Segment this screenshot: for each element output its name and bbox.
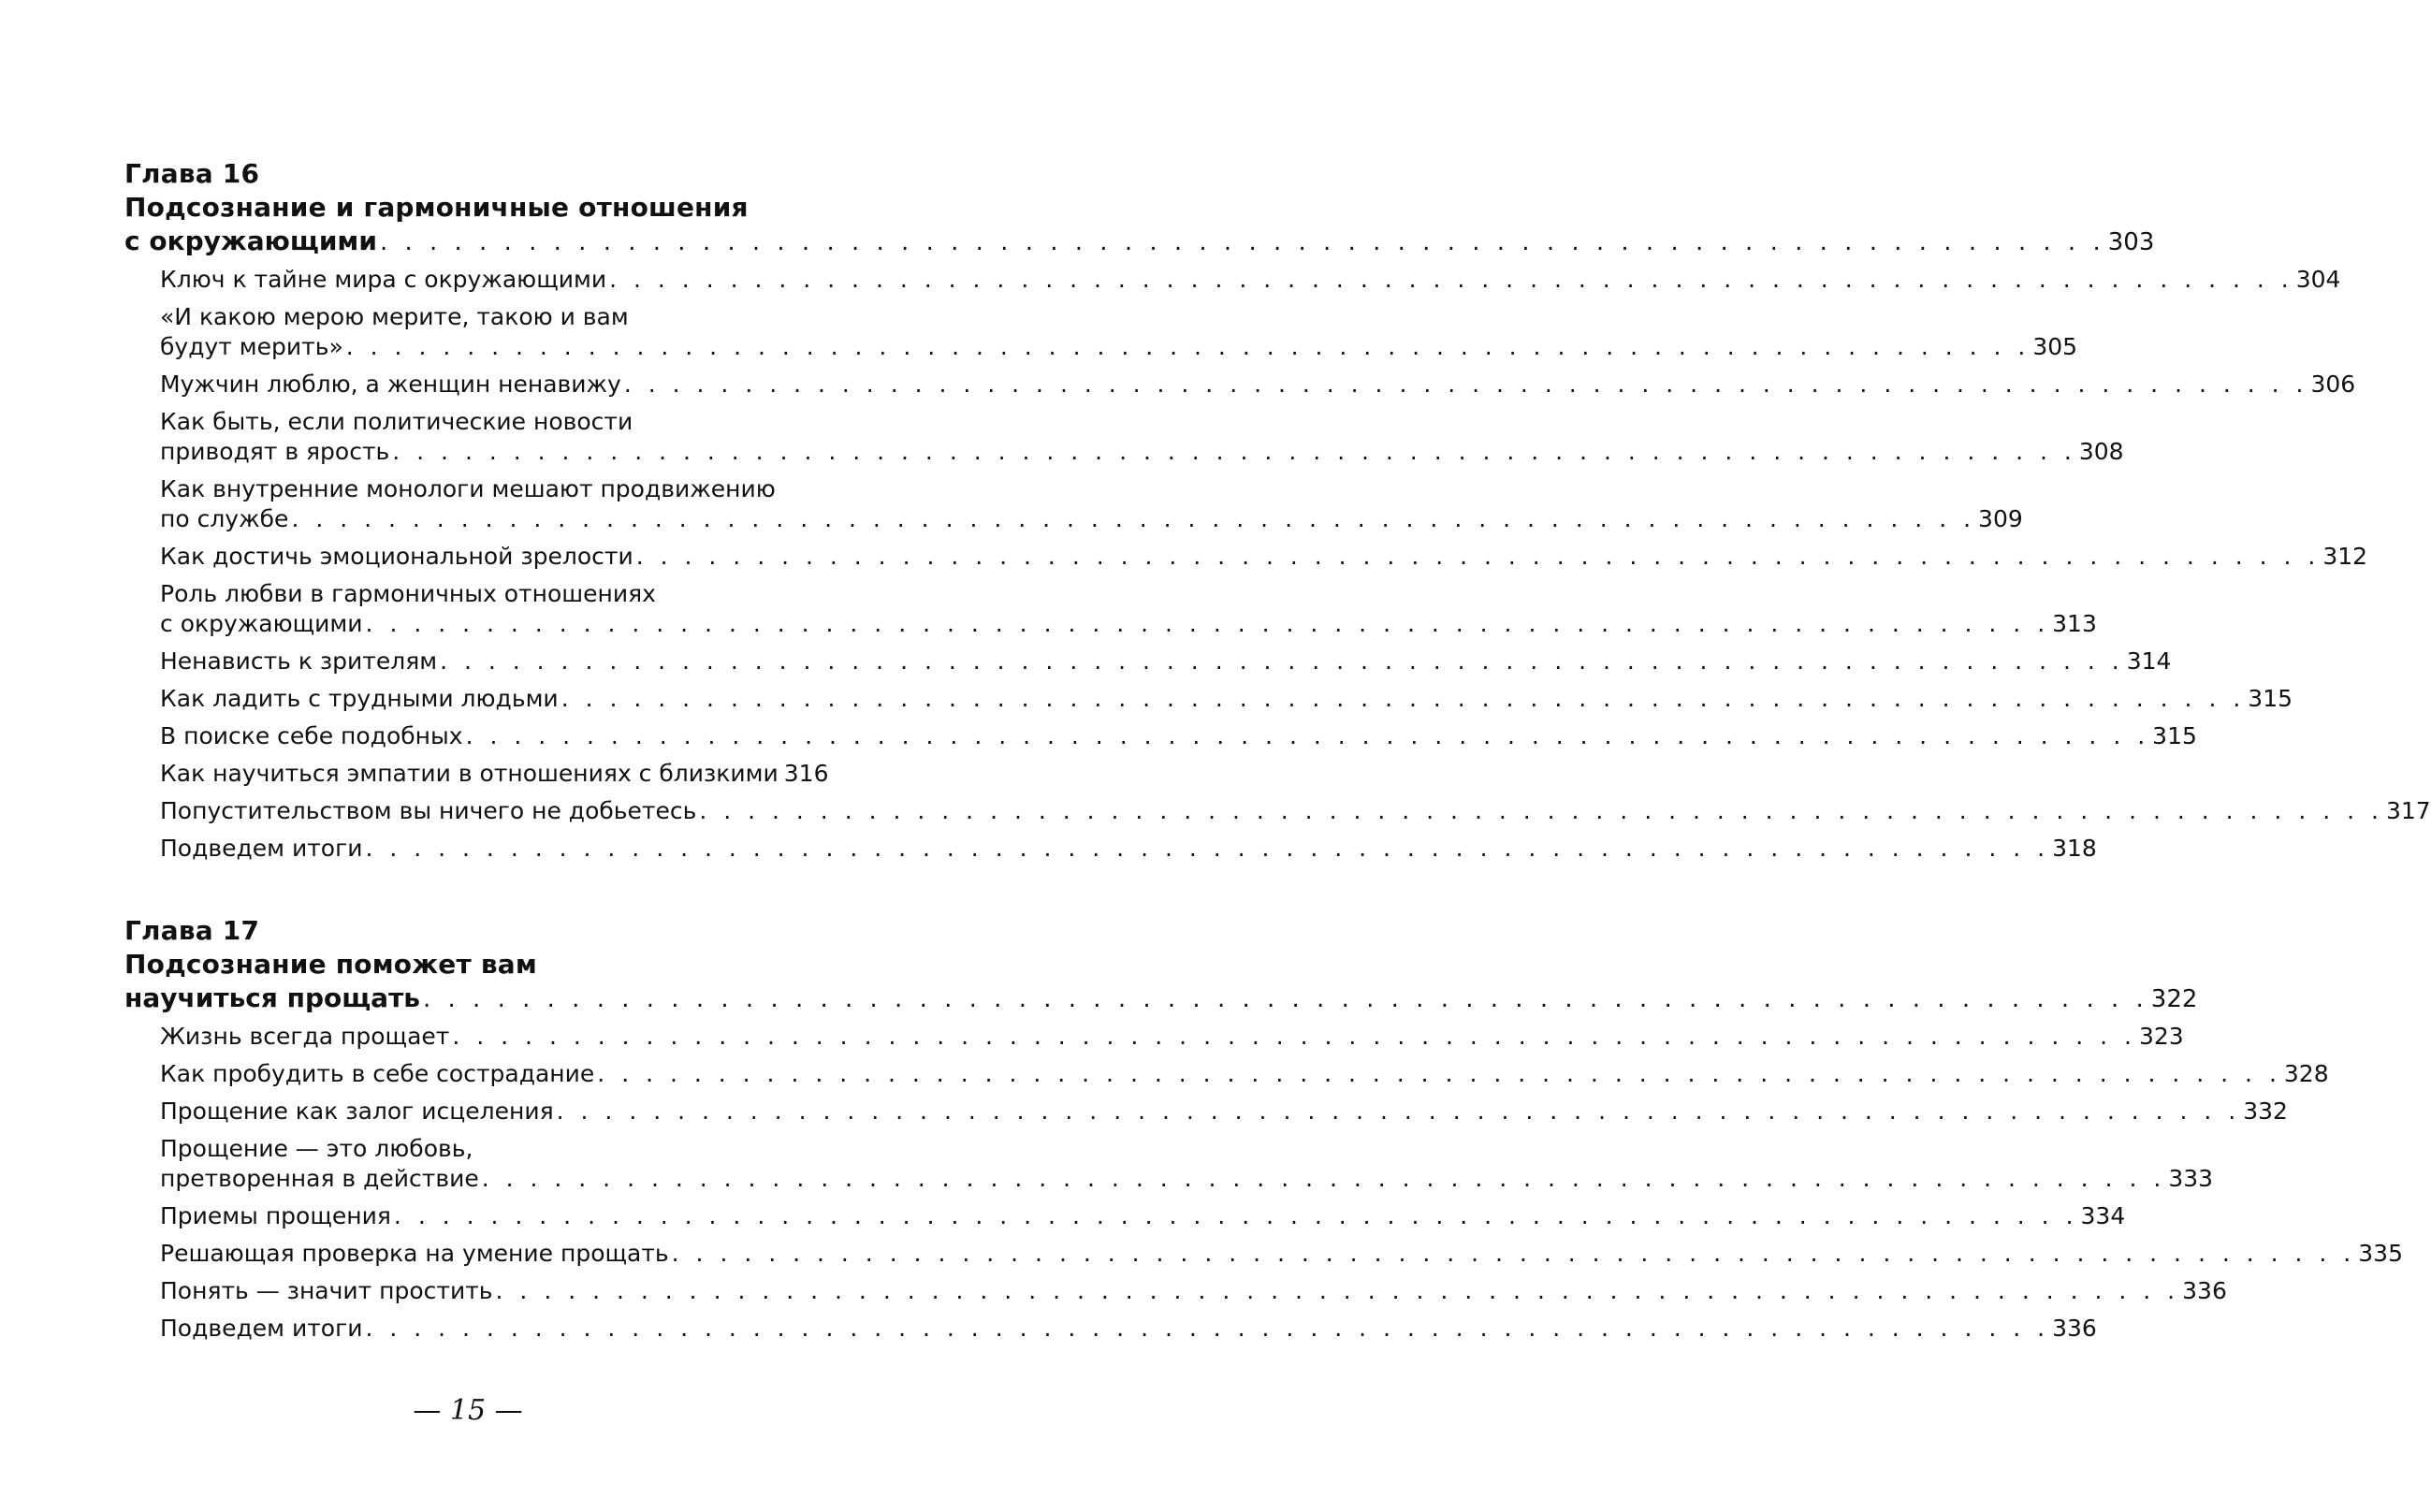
entry-row bbox=[160, 1059, 2329, 1089]
dot-leader: . . . . . . . . . . . . . . . . . . . . . . . . . . . . . . . . . . . . . . . . . . . . . . . . . . . . . . . . . . . . . . . . . . . . . . bbox=[635, 543, 2321, 570]
toc-entry bbox=[160, 579, 2097, 639]
table-of-contents bbox=[124, 157, 2431, 1394]
toc-entry bbox=[160, 302, 2078, 362]
entry-title-line: Как внутренние монологи мешают продвижению bbox=[160, 475, 776, 502]
toc-entry bbox=[160, 647, 2172, 676]
dot-leader: . . . . . . . . . . . . . . . . . . . . . . . . . . . . . . . . . . . . . . . . . . . . . . . . . . . . . . . . . . . . . . . . . . . . . . bbox=[560, 685, 2246, 712]
entry-list bbox=[160, 265, 2431, 864]
chapter-title-row bbox=[124, 981, 2198, 1016]
entry-page-number: 314 bbox=[2126, 647, 2172, 675]
chapter-title: Подсознание и гармоничные отношения bbox=[124, 192, 749, 223]
entry-title: Жизнь всегда прощает bbox=[160, 1023, 450, 1050]
toc-entry bbox=[160, 796, 2431, 826]
entry-row bbox=[160, 1097, 2288, 1127]
entry-title: Понять — значит простить bbox=[160, 1277, 493, 1304]
entry-row bbox=[160, 796, 2431, 826]
entry-page-number: 336 bbox=[2052, 1315, 2097, 1342]
entry-title: Как пробудить в себе сострадание bbox=[160, 1060, 595, 1087]
entry-row bbox=[160, 1022, 2184, 1052]
entry-title: по службе bbox=[160, 505, 289, 532]
toc-entry bbox=[160, 1276, 2227, 1306]
entry-list bbox=[160, 1022, 2403, 1344]
toc-entry bbox=[160, 834, 2097, 864]
dot-leader: . . . . . . . . . . . . . . . . . . . . . . . . . . . . . . . . . . . . . . . . . . . . . . . . . . . . . . . . . . . . . . . . . . . . . . bbox=[392, 438, 2076, 465]
toc-entry bbox=[160, 1134, 2214, 1194]
entry-row bbox=[160, 504, 2023, 534]
dot-leader: . . . . . . . . . . . . . . . . . . . . . . . . . . . . . . . . . . . . . . . . . . . . . . . . . . . . . . . . . . . . . . . . . . . . . . bbox=[609, 266, 2293, 293]
entry-row bbox=[160, 542, 2368, 572]
entry-page-number: 315 bbox=[2152, 722, 2197, 749]
toc-entry bbox=[160, 759, 829, 789]
dot-leader: . . . . . . . . . . . . . . . . . . . . . . . . . . . . . . . . . . . . . . . . . . . . . . . . . . . . . . . . . . . . . . . . . . . . . . bbox=[440, 647, 2124, 675]
entry-title-line: Как быть, если политические новости bbox=[160, 408, 633, 435]
dot-leader: . . . . . . . . . . . . . . . . . . . . . . . . . . . . . . . . . . . . . . . . . . . . . . . . . . . . . . . . . . . . . . . . . . . . . . bbox=[423, 985, 2148, 1013]
entry-row bbox=[160, 647, 2172, 676]
entry-title: Приемы прощения bbox=[160, 1202, 391, 1229]
entry-page-number: 312 bbox=[2322, 543, 2368, 570]
toc-entry bbox=[160, 721, 2197, 751]
page-number: — 15 — bbox=[413, 1394, 523, 1427]
entry-row bbox=[160, 332, 2078, 362]
entry-title: Ключ к тайне мира с окружающими bbox=[160, 266, 607, 293]
entry-page-number: 305 bbox=[2032, 333, 2078, 360]
entry-page-number: 306 bbox=[2310, 371, 2356, 398]
toc-entry bbox=[160, 1097, 2288, 1127]
chapter-heading bbox=[124, 914, 2198, 1016]
entry-page-number: 303 bbox=[2107, 228, 2155, 256]
entry-title: Мужчин люблю, а женщин ненавижу bbox=[160, 371, 621, 398]
entry-title: Решающая проверка на умение прощать bbox=[160, 1240, 669, 1267]
dot-leader: . . . . . . . . . . . . . . . . . . . . . . . . . . . . . . . . . . . . . . . . . . . . . . . . . . . . . . . . . . . . . . . . . . . . . . bbox=[365, 835, 2050, 862]
toc-entry bbox=[160, 1314, 2097, 1344]
chapter-heading bbox=[124, 157, 2155, 259]
entry-title: приводят в ярость bbox=[160, 438, 390, 465]
toc-entry bbox=[160, 542, 2368, 572]
entry-row bbox=[160, 370, 2356, 400]
entry-title: Ненависть к зрителям bbox=[160, 647, 438, 675]
entry-page-number: 313 bbox=[2052, 610, 2097, 637]
toc-entry bbox=[160, 1201, 2126, 1231]
dot-leader: . . . . . . . . . . . . . . . . . . . . . . . . . . . . . . . . . . . . . . . . . . . . . . . . . . . . . . . . . . . . . . . . . . . . . . bbox=[671, 1240, 2356, 1267]
entry-page-number: 333 bbox=[2168, 1165, 2214, 1192]
entry-page-number: 317 bbox=[2385, 797, 2431, 824]
dot-leader: . . . . . . . . . . . . . . . . . . . . . . . . . . . . . . . . . . . . . . . . . . . . . . . . . . . . . . . . . . . . . . . . . . . . . . bbox=[699, 797, 2383, 824]
entry-title: будут мерить» bbox=[160, 333, 343, 360]
entry-row bbox=[160, 265, 2341, 295]
entry-row bbox=[160, 834, 2097, 864]
entry-title: с окружающими bbox=[124, 225, 377, 256]
entry-row bbox=[160, 1239, 2403, 1269]
entry-page-number: 318 bbox=[2052, 835, 2097, 862]
dot-leader: . . . . . . . . . . . . . . . . . . . . . . . . . . . . . . . . . . . . . . . . . . . . . . . . . . . . . . . . . . . . . . . . . . . . . . bbox=[495, 1277, 2180, 1304]
entry-row bbox=[160, 437, 2124, 467]
chapter-section bbox=[124, 157, 2431, 864]
entry-page-number: 315 bbox=[2248, 685, 2293, 712]
entry-title: Как ладить с трудными людьми bbox=[160, 685, 559, 712]
dot-leader: . . . . . . . . . . . . . . . . . . . . . . . . . . . . . . . . . . . . . . . . . . . . . . . . . . . . . . . . . . . . . . . . . . . . . . bbox=[365, 610, 2050, 637]
entry-page-number: 336 bbox=[2182, 1277, 2227, 1304]
toc-entry bbox=[160, 474, 2023, 534]
entry-row bbox=[160, 1201, 2126, 1231]
dot-leader: . . . . . . . . . . . . . . . . . . . . . . . . . . . . . . . . . . . . . . . . . . . . . . . . . . . . . . . . . . . . . . . . . . . . . . bbox=[291, 505, 1976, 532]
dot-leader: . . . . . . . . . . . . . . . . . . . . . . . . . . . . . . . . . . . . . . . . . . . . . . . . . . . . . . . . . . . . . . . . . . . . . . bbox=[465, 722, 2150, 749]
dot-leader: . . . . . . . . . . . . . . . . . . . . . . . . . . . . . . . . . . . . . . . . . . . . . . . . . . . . . . . . . . . . . . . . . . . . . . bbox=[345, 333, 2031, 360]
entry-title: Попустительством вы ничего не добьетесь bbox=[160, 797, 697, 824]
entry-page-number: 335 bbox=[2358, 1240, 2403, 1267]
entry-row bbox=[160, 684, 2293, 714]
entry-page-number: 309 bbox=[1978, 505, 2023, 532]
entry-row bbox=[160, 1276, 2227, 1306]
toc-entry bbox=[160, 370, 2356, 400]
entry-title-line: Прощение — это любовь, bbox=[160, 1135, 473, 1162]
entry-title: Подведем итоги bbox=[160, 835, 363, 862]
toc-entry bbox=[160, 265, 2341, 295]
chapter-number: Глава 17 bbox=[124, 915, 260, 946]
entry-title: Как достичь эмоциональной зрелости bbox=[160, 543, 633, 570]
chapter-title-row bbox=[124, 225, 2155, 259]
dot-leader: . . . . . . . . . . . . . . . . . . . . . . . . . . . . . . . . . . . . . . . . . . . . . . . . . . . . . . . . . . . . . . . . . . . . . . bbox=[365, 1315, 2050, 1342]
dot-leader: . . . . . . . . . . . . . . . . . . . . . . . . . . . . . . . . . . . . . . . . . . . . . . . . . . . . . . . . . . . . . . . . . . . . . . bbox=[623, 371, 2308, 398]
entry-row bbox=[160, 609, 2097, 639]
entry-title: претворенная в действие bbox=[160, 1165, 479, 1192]
entry-page-number: 334 bbox=[2080, 1202, 2126, 1229]
entry-title-line: «И какою мерою мерите, такою и вам bbox=[160, 303, 629, 330]
dot-leader: . . . . . . . . . . . . . . . . . . . . . . . . . . . . . . . . . . . . . . . . . . . . . . . . . . . . . . . . . . . . . . . . . . . . . . bbox=[452, 1023, 2136, 1050]
toc-entry bbox=[160, 1059, 2329, 1089]
entry-row bbox=[160, 721, 2197, 751]
dot-leader: . . . . . . . . . . . . . . . . . . . . . . . . . . . . . . . . . . . . . . . . . . . . . . . . . . . . . . . . . . . . . . . . . . . . . . bbox=[379, 228, 2105, 256]
toc-entry bbox=[160, 1239, 2403, 1269]
entry-page-number: 323 bbox=[2138, 1023, 2184, 1050]
dot-leader: . . . . . . . . . . . . . . . . . . . . . . . . . . . . . . . . . . . . . . . . . . . . . . . . . . . . . . . . . . . . . . . . . . . . . . bbox=[481, 1165, 2166, 1192]
entry-title: Прощение как залог исцеления bbox=[160, 1098, 554, 1125]
entry-page-number: 308 bbox=[2078, 438, 2124, 465]
entry-title: Подведем итоги bbox=[160, 1315, 363, 1342]
entry-title: В поиске себе подобных bbox=[160, 722, 463, 749]
entry-title: с окружающими bbox=[160, 610, 363, 637]
chapter-number: Глава 16 bbox=[124, 158, 260, 189]
entry-page-number: 332 bbox=[2243, 1098, 2288, 1125]
entry-page-number: 322 bbox=[2150, 985, 2198, 1013]
dot-leader: . . . . . . . . . . . . . . . . . . . . . . . . . . . . . . . . . . . . . . . . . . . . . . . . . . . . . . . . . . . . . . . . . . . . . . bbox=[556, 1098, 2241, 1125]
entry-page-number: 316 bbox=[783, 760, 829, 787]
dot-leader: . . . . . . . . . . . . . . . . . . . . . . . . . . . . . . . . . . . . . . . . . . . . . . . . . . . . . . . . . . . . . . . . . . . . . . bbox=[393, 1202, 2078, 1229]
toc-entry bbox=[160, 407, 2124, 467]
entry-title-line: Роль любви в гармоничных отношениях bbox=[160, 580, 656, 607]
chapter-section bbox=[124, 914, 2403, 1344]
entry-title: Как научиться эмпатии в отношениях с близкими bbox=[160, 760, 779, 787]
dot-leader: . . . . . . . . . . . . . . . . . . . . . . . . . . . . . . . . . . . . . . . . . . . . . . . . . . . . . . . . . . . . . . . . . . . . . . bbox=[597, 1060, 2281, 1087]
entry-row bbox=[160, 759, 829, 789]
toc-entry bbox=[160, 1022, 2184, 1052]
entry-page-number: 328 bbox=[2283, 1060, 2329, 1087]
entry-row bbox=[160, 1314, 2097, 1344]
chapter-title: Подсознание поможет вам bbox=[124, 949, 537, 980]
entry-row bbox=[160, 1164, 2214, 1194]
entry-page-number: 304 bbox=[2295, 266, 2341, 293]
toc-entry bbox=[160, 684, 2293, 714]
entry-title: научиться прощать bbox=[124, 982, 420, 1013]
